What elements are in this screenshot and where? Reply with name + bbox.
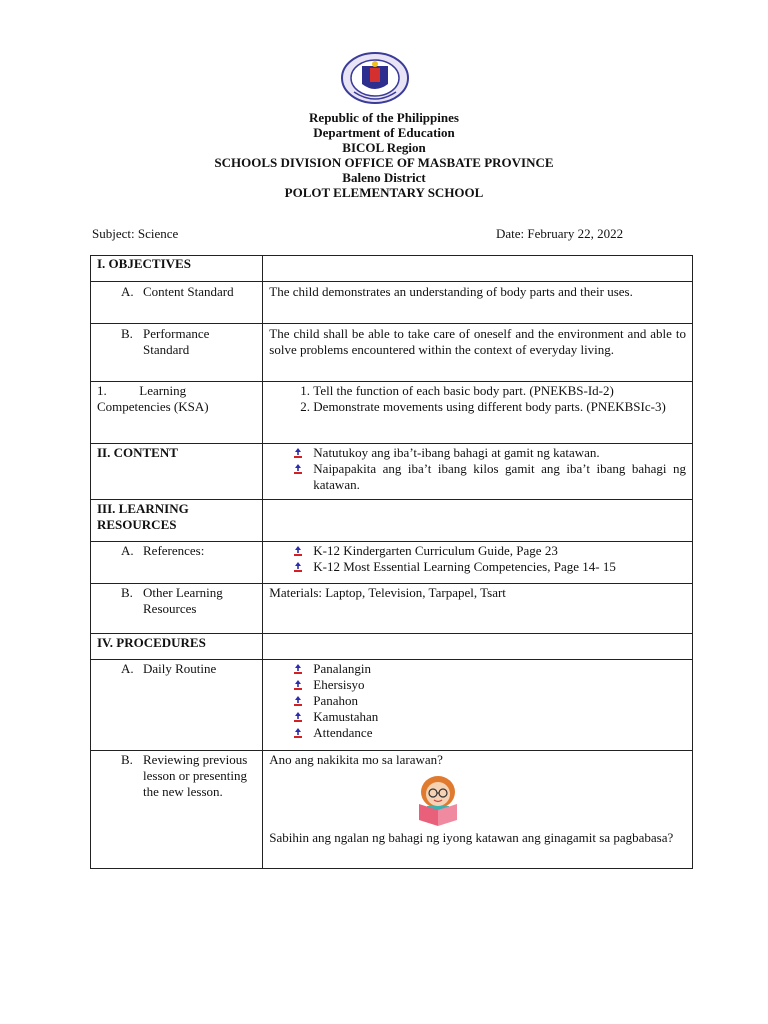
table-row: B. Other Learning Resources Materials: Laptop, Television, Tarpapel, Tsart	[91, 584, 693, 634]
header-region: BICOL Region	[342, 140, 426, 155]
lesson-plan-table	[90, 255, 693, 869]
date-label: Date: February 22, 2022	[496, 226, 624, 241]
list-item: K-12 Most Essential Learning Competencies, Page 14- 15	[293, 559, 686, 575]
table-row	[91, 256, 693, 282]
arrow-bullet-icon	[293, 712, 303, 722]
content-standard-text: The child demonstrates an understanding of body parts and their uses.	[263, 282, 693, 324]
table-row: A. Daily Routine Panalangin Ehersisyo Panahon Kamustahan Attendance	[91, 660, 693, 751]
arrow-bullet-icon	[293, 696, 303, 706]
table-row	[91, 500, 693, 542]
table-row	[91, 382, 693, 444]
performance-standard-label: Performance Standard	[143, 326, 210, 357]
header-department: Department of Education	[313, 125, 455, 140]
table-row	[91, 634, 693, 660]
arrow-bullet-icon	[293, 680, 303, 690]
header-school: POLOT ELEMENTARY SCHOOL	[284, 185, 484, 200]
list-item: Naipapakita ang iba’t ibang kilos gamit ang iba’t ibang bahagi ng katawan.	[293, 461, 686, 493]
list-item: 2. Demonstrate movements using different body parts. (PNEKBSIc-3)	[313, 399, 686, 415]
girl-reading-book-illustration	[413, 774, 463, 826]
other-resources-label: Other Learning Resources	[143, 585, 223, 616]
table-row: B. Performance Standard The child shall be able to take care of oneself and the environment and able to solve problems encountered within the context of everyday living.	[91, 324, 693, 382]
header-division: SCHOOLS DIVISION OFFICE OF MASBATE PROVINCE	[214, 155, 554, 170]
section-objectives-title: I. OBJECTIVES	[91, 256, 263, 282]
header-republic: Republic of the Philippines	[309, 110, 459, 125]
daily-routine-label: Daily Routine	[143, 661, 217, 676]
list-item: Kamustahan	[293, 709, 686, 725]
list-item: Ehersisyo	[293, 677, 686, 693]
competencies-list	[269, 383, 686, 415]
materials-text: Materials: Laptop, Television, Tarpapel, Tsart	[263, 584, 693, 634]
arrow-bullet-icon	[293, 464, 303, 474]
reviewing-question-2: Sabihin ang ngalan ng bahagi ng iyong katawan ang ginagamit sa pagbabasa?	[269, 830, 674, 845]
arrow-bullet-icon	[293, 546, 303, 556]
list-item: Panahon	[293, 693, 686, 709]
arrow-bullet-icon	[293, 562, 303, 572]
header-district: Baleno District	[342, 170, 426, 185]
arrow-bullet-icon	[293, 728, 303, 738]
section-procedures-title: IV. PROCEDURES	[91, 634, 263, 660]
learning-competencies-label: 1. Learning Competencies (KSA)	[91, 382, 263, 444]
section-resources-title: III. LEARNING RESOURCES	[91, 500, 263, 542]
daily-routine-list	[269, 661, 686, 741]
table-row: B. Reviewing previous lesson or presenting the new lesson. Ano ang nakikita mo sa larawan? Sabihin ang ngalan ng bahagi ng iyong katawan ang ginagamit sa pagbabasa?	[91, 751, 693, 869]
list-item: K-12 Kindergarten Curriculum Guide, Page 23	[293, 543, 686, 559]
arrow-bullet-icon	[293, 448, 303, 458]
document-header	[0, 110, 768, 200]
deped-seal-logo	[340, 52, 410, 104]
table-row: A. References: K-12 Kindergarten Curriculum Guide, Page 23 K-12 Most Essential Learning Competencies, Page 14- 15	[91, 542, 693, 584]
references-label: References:	[143, 543, 205, 558]
subject-label: Subject: Science	[92, 226, 179, 241]
reviewing-label: Reviewing previous lesson or presenting the new lesson.	[143, 752, 248, 799]
reviewing-question-1: Ano ang nakikita mo sa larawan?	[269, 752, 443, 767]
list-item: Attendance	[293, 725, 686, 741]
list-item: Panalangin	[293, 661, 686, 677]
references-list	[269, 543, 686, 575]
content-list	[269, 445, 686, 493]
arrow-bullet-icon	[293, 664, 303, 674]
list-item: 1. Tell the function of each basic body part. (PNEKBS-Id-2)	[313, 383, 686, 399]
table-row	[91, 444, 693, 500]
performance-standard-text: The child shall be able to take care of oneself and the environment and able to solve problems encountered within the context of everyday living.	[263, 324, 693, 382]
list-item: Natutukoy ang iba’t-ibang bahagi at gamit ng katawan.	[293, 445, 686, 461]
table-row: A. Content Standard The child demonstrates an understanding of body parts and their uses.	[91, 282, 693, 324]
section-content-title: II. CONTENT	[91, 444, 263, 500]
content-standard-label: Content Standard	[143, 284, 234, 299]
